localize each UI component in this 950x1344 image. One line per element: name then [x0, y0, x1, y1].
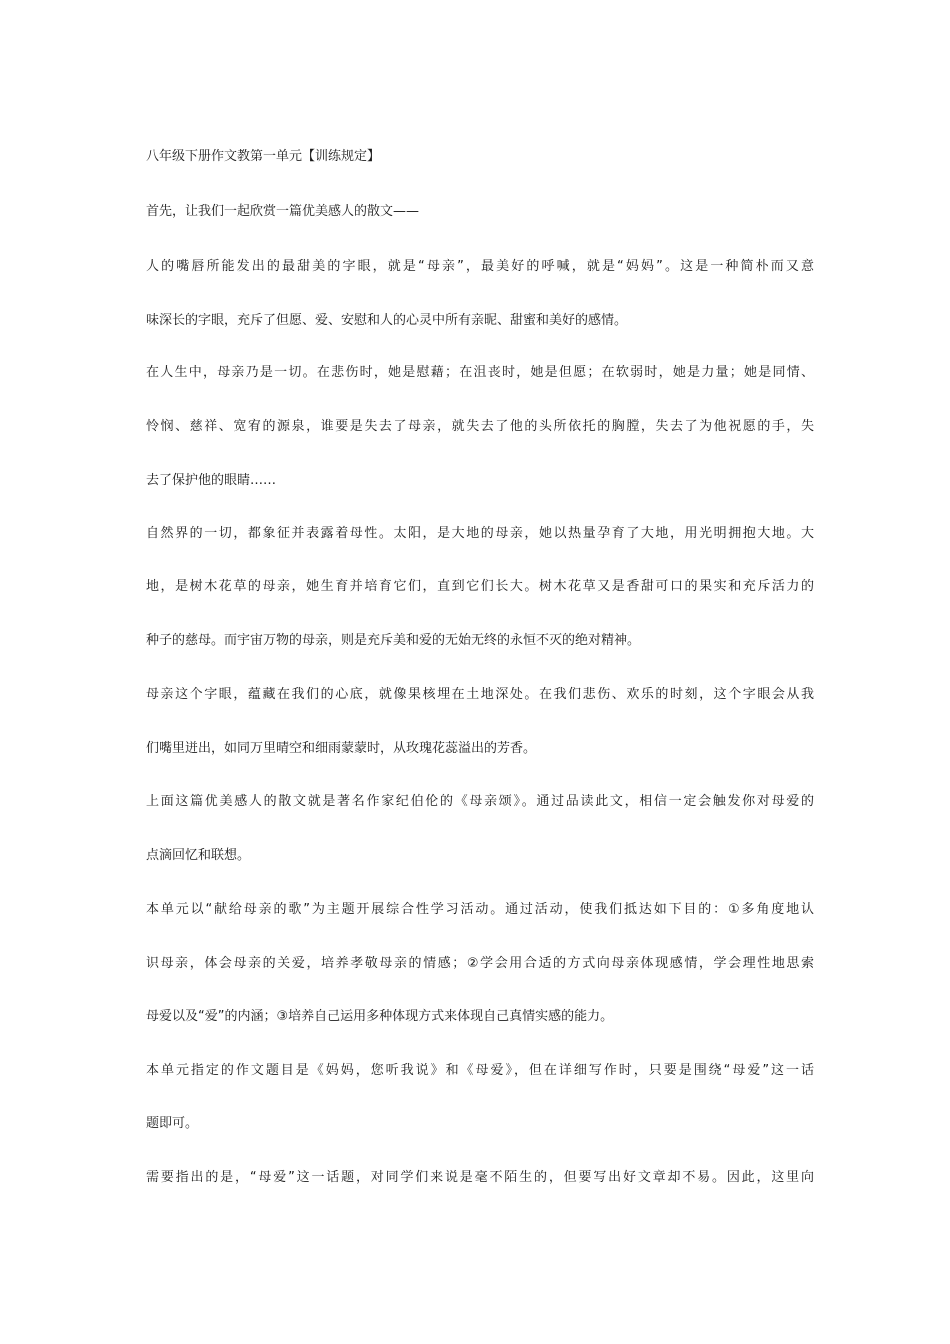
text-line: 识母亲，体会母亲的关爱，培养孝敬母亲的情感；②学会用合适的方式向母亲体现感情，学会理性地思索 — [146, 956, 814, 971]
text-line: 去了保护他的眼睛…… — [146, 473, 277, 488]
text-line: 本单元指定的作文题目是《妈妈，您听我说》和《母爱》，但在详细写作时，只要是围绕“母爱”这一话 — [146, 1063, 814, 1078]
text-line: 们嘴里迸出，如同万里晴空和细雨蒙蒙时，从玫瑰花蕊溢出的芳香。 — [146, 741, 537, 756]
text-line: 母亲这个字眼，蕴藏在我们的心底，就像果核埋在土地深处。在我们悲伤、欢乐的时刻，这个字眼会从我 — [146, 687, 814, 702]
text-line: 怜悯、慈祥、宽宥的源泉，谁要是失去了母亲，就失去了他的头所依托的胸膛，失去了为他祝愿的手，失 — [146, 419, 814, 434]
text-line: 母爱以及“爱”的内涵；③培养自己运用多种体现方式来体现自己真情实感的能力。 — [146, 1009, 614, 1024]
text-line: 首先，让我们一起欣赏一篇优美感人的散文—— — [146, 204, 420, 219]
text-line: 题即可。 — [146, 1116, 199, 1131]
text-line: 味深长的字眼，充斥了但愿、爱、安慰和人的心灵中所有亲昵、甜蜜和美好的感情。 — [146, 313, 628, 328]
text-line: 种子的慈母。而宇宙万物的母亲，则是充斥美和爱的无始无终的永恒不灭的绝对精神。 — [146, 633, 641, 648]
text-line: 本单元以“献给母亲的歌”为主题开展综合性学习活动。通过活动，使我们抵达如下目的：①多角度地认 — [146, 902, 814, 917]
text-line: 点滴回忆和联想。 — [146, 848, 251, 863]
text-line: 上面这篇优美感人的散文就是著名作家纪伯伦的《母亲颂》。通过品读此文，相信一定会触发你对母爱的 — [146, 794, 814, 809]
text-line: 地，是树木花草的母亲，她生育并培育它们，直到它们长大。树木花草又是香甜可口的果实和充斥活力的 — [146, 579, 814, 594]
text-line: 自然界的一切，都象征并表露着母性。太阳，是大地的母亲，她以热量孕育了大地，用光明拥抱大地。大 — [146, 526, 814, 541]
text-line: 在人生中，母亲乃是一切。在悲伤时，她是慰藉；在沮丧时，她是但愿；在软弱时，她是力量；她是同情、 — [146, 365, 814, 380]
text-line: 需要指出的是，“母爱”这一话题，对同学们来说是毫不陌生的，但要写出好文章却不易。因此，这里向 — [146, 1170, 814, 1185]
text-line: 人的嘴唇所能发出的最甜美的字眼，就是“母亲”，最美好的呼喊，就是“妈妈”。这是一种简朴而又意 — [146, 259, 814, 274]
document-title: 八年级下册作文教第一单元【训练规定】 — [146, 149, 381, 164]
